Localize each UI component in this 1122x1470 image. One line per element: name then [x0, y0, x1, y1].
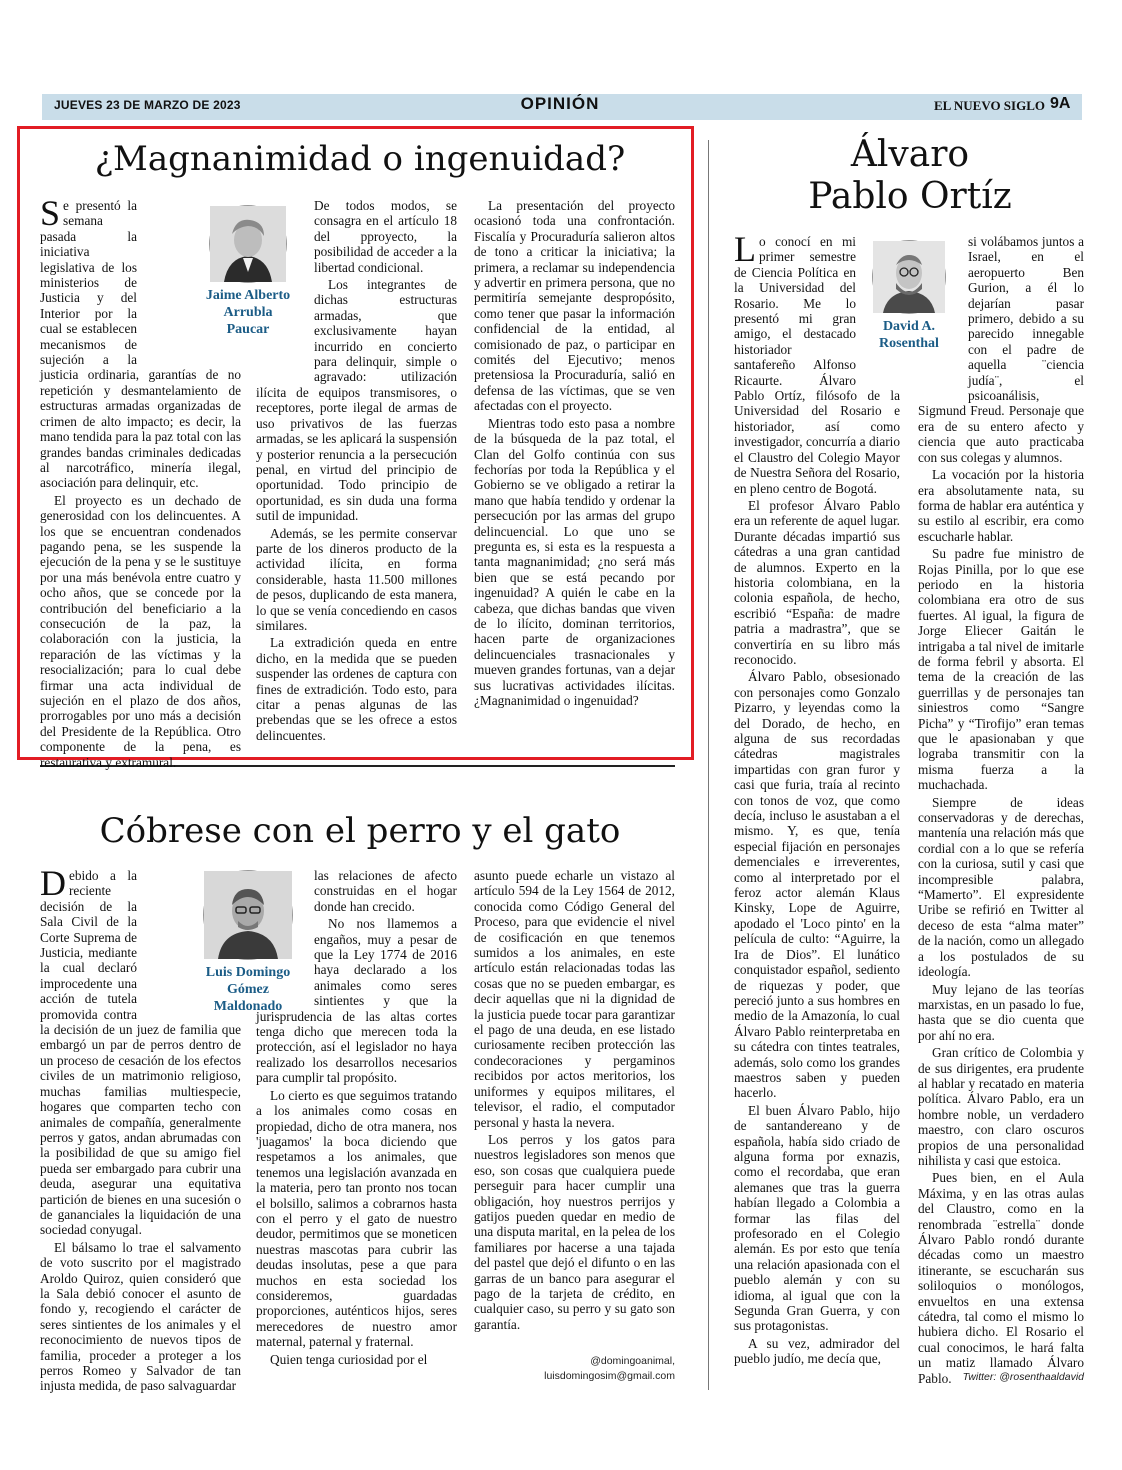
- article3-paragraph: A su vez, admirador del pueblo judío, me decía que,: [734, 1335, 900, 1367]
- article1-headline: ¿Magnanimidad o ingenuidad?: [94, 139, 626, 179]
- article2-col3: [474, 868, 675, 1354]
- article1-paragraph: Además, se les permite conservar parte de los dineros producto de la actividad ilícita, en forma considerable, hasta 11.500 millones de pesos, duplicando de esta manera, lo que se venía concediendo en casos similares.: [256, 525, 457, 633]
- author-name-line: Luis Domingo: [205, 965, 291, 980]
- article3-paragraph: Álvaro Pablo, obsesionado con personajes como Gonzalo Pizarro, y leyendas como la del Dorado, de hecho, en alguna de sus recordadas cátedras magistrales impartidas con gran furor y casi que furia, traía al recinto con tonos de voz, que como decía, incluso le asustaban a el mismo. Y, es que, tenía especial fijación en personajes demenciales e irreverentes, como al interpretado por el feroz actor alemán Klaus Kinsky, Lope de Aguirre, apodado el 'Loco pinto' en la película de culto: “Aguirre, la Ira de Dios”. El lunático conquistador español, sediento de riquezas y poder, que pereció junto a sus hombres en medio de la Amazonía, lo cual Álvaro Pablo reinterpretaba en su cátedra con tintes teatrales, además, solo como los grandes maestros saben y pueden hacerlo.: [734, 669, 900, 1101]
- article3-paragraph: Siempre de ideas conservadoras y de derechas, mantenía una relación más que cordial con a lo que se refería con la curiosa, sutil y casi que incompresible palabra, “Mamerto”. El expresidente Uribe se refirió en Twitter al deceso de esta “alma mater” de la nación, como un allegado a los postulados de su ideología.: [918, 794, 1084, 980]
- author-name-line: Maldonado: [213, 999, 283, 1014]
- article2-headline: Cóbrese con el perro y el gato: [99, 811, 621, 851]
- article3-paragraph: La vocación por la historia era absolutamente nata, su forma de hablar era auténtica y su estilo al escribir, era como escucharle hablar.: [918, 467, 1084, 544]
- newspaper-name: EL NUEVO SIGLO: [934, 98, 1045, 113]
- issue-date: JUEVES 23 DE MARZO DE 2023: [54, 98, 241, 112]
- article1-paragraph: Mientras todo esto pasa a nombre de la búsqueda de la paz total, el Clan del Golfo continúa con sus fechorías por toda la República y el Gobierno se ve obligado a retirar la mano que había tendido y ordenar la persecución por las armas del grupo delincuencial. Lo que uno se pregunta es, si esta es la respuesta a tanta magnanimidad; ¿no será más bien que se está pecando por ingenuidad? A quién le cabe en la cabeza, que dichas bandas que viven de lo ilícito, dominan territorios, hacen parte de organizaciones delincuenciales trasnacionales y mueven grandes fortunas, van a dejar sus lucrativas actividades ilícitas. ¿Magnanimidad o ingenuidad?: [474, 415, 675, 708]
- author-name-line: Paucar: [226, 322, 270, 337]
- article2-signature: [474, 1354, 675, 1384]
- article3-paragraph: Muy lejano de las teorías marxistas, en un pasado lo fue, hasta que se dio cuenta que por ahí no era.: [918, 981, 1084, 1043]
- article1-col3: [474, 198, 675, 728]
- headline-line: Álvaro: [850, 134, 970, 175]
- article2-paragraph: No nos llamemos a engaños, muy a pesar de que la Ley 1774 de 2016 haya declarado a los animales como seres sintientes y que la jurisprudencia de las altas cortes tenga dicho que merecen toda la protección, así el legislador no haya realizado los desarrollos necesarios para cumplir tal propósito.: [256, 916, 457, 1086]
- article1-paragraph: De todos modos, se consagra en el artículo 18 del pproyecto, la posibilidad de acceder a la libertad condicional.: [314, 198, 457, 275]
- article2-col2: [256, 868, 457, 1386]
- article3-headline: [730, 134, 1090, 218]
- author-name-line: Rosenthal: [879, 336, 939, 351]
- article1-paragraph: La presentación del proyecto ocasionó toda una confrontación. Fiscalía y Procuraduría salieron altos de tono a criticar la iniciativa; la primera, a reclamar su independencia y advertir en primera persona, que no permitiría semejante despropósito, como tener que pasar la información confidencial de la entidad, al comisionado de paz, o participar en comités del Ejecutivo; menos pretensiosa la Procuraduría, salió en defensa de las víctimas, que se ven afectadas con el proyecto.: [474, 198, 675, 414]
- column-divider: [708, 140, 709, 1390]
- article3-signature: Twitter: @rosenthaaldavid: [962, 1371, 1084, 1383]
- article1-paragraph: e presentó la semana pasada la iniciativa legislativa de los ministerios de Justicia y del Interior por la cual se establecen mecanismos de sujeción a la justicia ordinaria, garantías de no repetición y desmantelamiento de estructuras armadas organizadas de crimen de alto impacto; es decir, la mano tendida para la paz total con las grandes bandas criminales dedicadas al narcotráfico, minería ilegal, asociación para delinquir, etc.: [40, 198, 241, 491]
- author-name-line: Jaime Alberto: [205, 288, 291, 303]
- signature-line: luisdomingosim@gmail.com: [544, 1370, 675, 1382]
- article3-paragraph: Pues bien, en el Aula Máxima, y en las otras aulas del Claustro, como en la renombrada ¨estrella¨ donde Álvaro Pablo rondó durante décadas como un maestro itinerante, se escucharán sus soliloquios o monólogos, envueltos en una extensa cátedra, tal como el mismo lo hubiera dicho. El Rosario el cual conocimos, le hará falta un matiz llamado Álvaro Pablo.: [918, 1170, 1084, 1386]
- article3-paragraph: El buen Álvaro Pablo, hijo de santandereano y de española, había sido criado de alguna forma por exnazis, como el recordaba, que eran alemanes que tras la guerra habían llegado a Colombia a formar las filas del profesorado en el Colegio alemán. Es por esto que tenía una relación apasionada con el pueblo alemán y con su idioma, al igual que con la Segunda Gran Guerra, y con sus protagonistas.: [734, 1102, 900, 1334]
- article2-paragraph: ebido a la reciente decisión de la Sala Civil de la Corte Suprema de Justicia, mediante la cual declaró improcedente una acción de tutela promovida contra la decisión de un juez de familia que embargó un par de perros dentro de un proceso de cesación de los efectos civiles de un matrimonio religioso, muchas familias multiespecie, hogares que comparten techo con animales de compañía, generalmente perros y gatos, andan abrumadas con la posibilidad de que su amigo fiel pueda ser embargado para cubrir una deuda, asegurar una equitativa partición de bienes en una sucesión o de gananciales la liquidación de una sociedad conyugal.: [40, 868, 241, 1238]
- author-name-line: David A.: [882, 319, 936, 334]
- author-name-line: Arrubla: [223, 305, 273, 320]
- article2-paragraph: El bálsamo lo trae el salvamento de voto suscrito por el magistrado Aroldo Quiroz, quien consideró que la Sala debió conocer el asunto de fondo y, recogiendo el carácter de seres sintientes de los animales y el reconocimiento de nuevos tipos de familia, proceder a proteger a los perros Romeo y Salvador de tan injusta medida, de paso salvaguardar: [40, 1239, 241, 1394]
- article3-paragraph: o conocí en mi primer semestre de Ciencia Política en la Universidad del Rosario. Me lo presentó mi gran amigo, el destacado historiador santafereño Alfonso Ricaurte. Álvaro Pablo Ortíz, filósofo de la Universidad del Rosario e historiador, así como investigador, concurría a diario el Claustro del Colegio Mayor de Nuestra Señora del Rosario, en pleno centro de Bogotá.: [734, 234, 900, 496]
- article2-dropcap: D: [40, 863, 66, 903]
- article1-col2: [256, 198, 457, 743]
- article2-paragraph: Los perros y los gatos para nuestros legisladores son menos que eso, son cosas que cualquiera puede perseguir para hacer cumplir una obligación, hoy nuestros perrijos y gatijos pueden quedar en medio de una disputa marital, en la pelea de los familiares por hacerse a una tajada del pastel que dejó el difunto o en las garras de un banco para asegurar el pago de la tarjeta de crédito, en cualquier caso, su perro y su gato son garantía.: [474, 1131, 675, 1332]
- article1-dropcap: S: [40, 193, 61, 233]
- article2-paragraph: las relaciones de afecto construidas en el hogar donde han crecido.: [314, 868, 457, 914]
- article3-paragraph: Gran crítico de Colombia y de sus dirigentes, era prudente al hablar y recatado en materia política. Álvaro Pablo, era un hombre noble, un verdadero maestro, con claro oscuros propios de una personalidad nihilista y casi que estoica.: [918, 1045, 1084, 1168]
- article3-dropcap: L: [734, 229, 756, 269]
- article3-paragraph: Su padre fue ministro de Rojas Pinilla, por lo que ese periodo en la historia colombiana era otro de sus fuertes. Al igual, la figura de Jorge Eliecer Gaitán le intrigaba a tal nivel de imitarle de forma febril y absorta. El tema de la creación de las guerrillas y de personajes tan siniestros como “Sangre Picha” y “Tirofijo” eran temas que le apasionaban y que lograba transmitir con la misma fuerza a la muchachada.: [918, 546, 1084, 793]
- article2-paragraph: Lo cierto es que seguimos tratando a los animales como cosas en propiedad, dicho de otra manera, nos 'juagamos' la boca diciendo que respetamos a los animales, que tenemos una legislación avanzada en la materia, pero tan pronto nos tocan el bolsillo, salimos a cobrarnos hasta con el perro y el gato de nuestro deudor, permitimos que se moneticen nuestras mascotas para cubrir las deudas insolutas, pese a que para muchos en esta sociedad los consideremos, guardadas proporciones, auténticos hijos, seres merecedores de nuestro amor maternal, paternal y fraternal.: [256, 1087, 457, 1350]
- headline-line: Pablo Ortíz: [808, 176, 1012, 217]
- article2-paragraph: asunto puede echarle un vistazo al artículo 594 de la Ley 1564 de 2012, conocida como Código General del Proceso, para que evidencie el nivel de cosificación en que tenemos sumidos a los animales, en este artículo están relacionadas todas las cosas que no se pueden embargar, es decir aquellas que ni la dignidad de la justicia puede tocar para garantizar el pago de una deuda, en ese listado curiosamente reciben protección las condecoraciones y pergaminos recibidos por actos meritorios, los uniformes y equipos militares, el televisor, el radio, el computador personal y hasta la nevera.: [474, 868, 675, 1130]
- article1-paragraph: Los integrantes de dichas estructuras armadas, que exclusivamente hayan incurrido en concierto para delinquir, simple o agravado: utilización ilícita de equipos transmisores, o receptores, porte ilegal de armas de uso privativos de las fuerzas armadas, se les aplicará la suspensión y posterior renuncia a la persecución penal, en virtud del principio de oportunidad. Todo principio de oportunidad, es sin duda una forma sutil de impunidad.: [256, 277, 457, 524]
- signature-line: @domingoanimal,: [590, 1355, 675, 1367]
- article1-paragraph: El proyecto es un dechado de generosidad con los delincuentes. A los que se encuentran condenados pagando pena, se les suspende la ejecución de la pena y se le sustituye por una más benévola entre cuatro y ocho años, que se concede por la contribución del beneficiario a la consecución de la paz, la colaboración con la justicia, la reparación de las víctimas y la resocialización; para lo cual debe firmar una acta individual de sujeción en el plazo de dos años, prorrogables por uno más a decisión del Presidente de la República. Otro componente de la pena, es restaurativa y extramural.: [40, 492, 241, 770]
- article3-col1: [734, 229, 900, 1384]
- article3-paragraph: El profesor Álvaro Pablo era un referente de aquel lugar. Durante décadas impartió sus cátedras a una gran cantidad de alumnos. Experto en la historia colombiana, en la colonia española, de hecho, escribió “España: de madre patria a madrastra”, que se convertiría en su libro más reconocido.: [734, 497, 900, 667]
- article3-paragraph: si volábamos juntos a Israel, en el aeropuerto Ben Gurion, a él lo dejarían pasar primero, debido a su parecido innegable con el padre de aquella ¨ciencia judía¨, el psicoanálisis, Sigmund Freud. Personaje que era de su entero afecto y ciencia que auto practicaba con sus colegas y alumnos.: [918, 234, 1084, 465]
- article1-paragraph: La extradición queda en entre dicho, en la medida que se pueden suspender las ordenes de captura con fines de extradición. Todo esto, para citar a penas algunas de las prebendas que se les ofrece a estos delincuentes.: [256, 635, 457, 743]
- section-name: OPINIÓN: [520, 94, 600, 113]
- page-number: 9A: [1050, 95, 1071, 112]
- article2-paragraph: Quien tenga curiosidad por el: [270, 1351, 428, 1367]
- author-name-line: Gómez: [227, 982, 269, 997]
